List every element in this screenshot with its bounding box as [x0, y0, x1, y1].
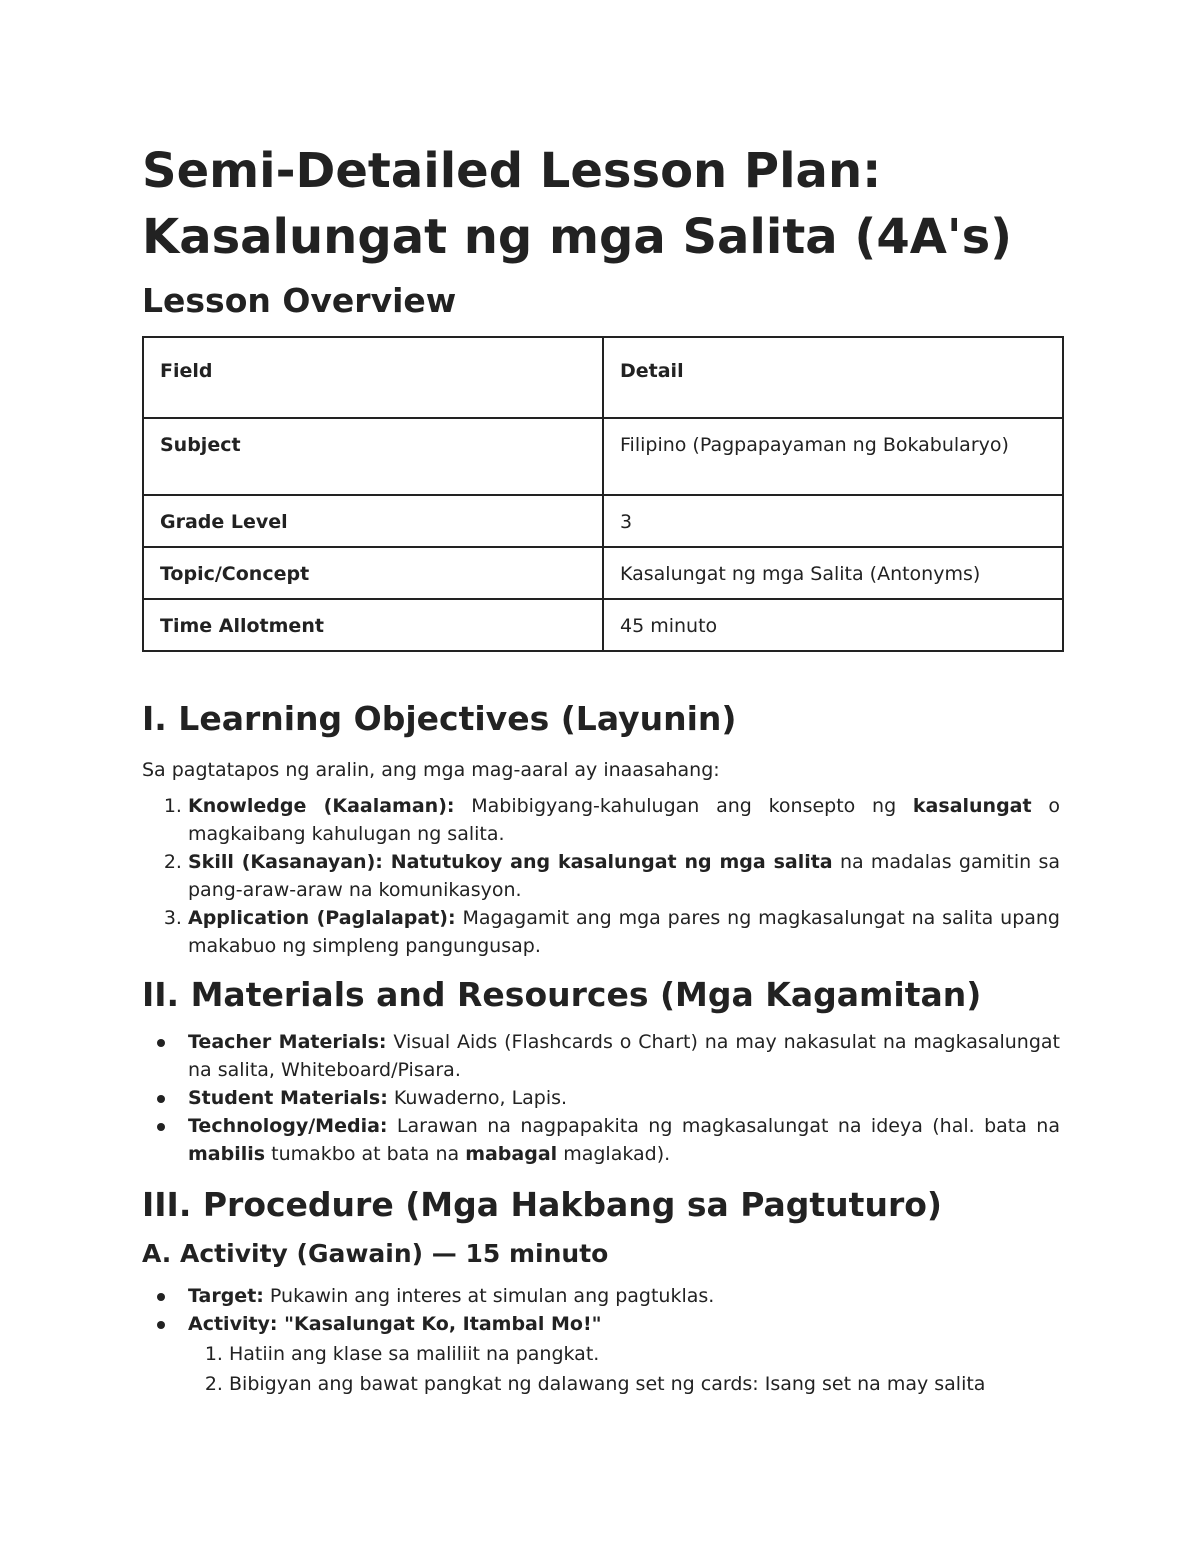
table-cell-detail [603, 418, 1063, 495]
objective-bold: kasalungat [912, 795, 1032, 817]
material-label: Student Materials: [188, 1087, 388, 1109]
material-text: maglakad). [557, 1143, 671, 1165]
table-header-detail: Detail [603, 337, 1063, 418]
objective-text: Mabibigyang-kahulugan ang konsepto ng [454, 795, 913, 817]
list-item [188, 1028, 1060, 1084]
list-item [188, 1282, 1060, 1310]
material-label: Teacher Materials: [188, 1031, 387, 1053]
activity-label: Activity: "Kasalungat Ko, Itambal Mo!" [188, 1313, 602, 1335]
material-text: Visual Aids (Flashcards o Chart) na may nakasulat na magkasalungat na salita, Whiteboard/Pisara. [188, 1031, 1060, 1081]
list-item [188, 1310, 1060, 1398]
material-bold: mabilis [188, 1143, 266, 1165]
table-cell-detail: Kasalungat ng mga Salita (Antonyms) [603, 547, 1063, 599]
table-cell-detail: 45 minuto [603, 599, 1063, 651]
list-item [188, 1112, 1060, 1168]
document-content [142, 138, 1060, 1398]
objective-label: Knowledge (Kaalaman): [188, 795, 455, 817]
list-item [188, 1084, 1060, 1112]
material-bold: mabagal [465, 1143, 558, 1165]
material-label: Technology/Media: [188, 1115, 388, 1137]
materials-list [142, 1028, 1060, 1168]
objective-label: Application (Paglalapat): [188, 907, 456, 929]
subject-detail-text: Filipino (Pagpapayaman ng Bokabularyo) [620, 434, 1009, 456]
activity-heading: A. Activity (Gawain) — 15 minuto [142, 1239, 609, 1268]
table-row [143, 547, 1063, 599]
material-text: Kuwaderno, Lapis. [387, 1087, 568, 1109]
objective-text: o magkaibang kahulugan ng salita. [188, 795, 1060, 845]
objective-label: Skill (Kasanayan): [188, 851, 383, 873]
table-row [143, 495, 1063, 547]
overview-heading: Lesson Overview [142, 281, 457, 320]
objective-bold: Natutukoy ang kasalungat ng mga salita [382, 851, 833, 873]
page-title-line2: Kasalungat ng mga Salita (4A's) [142, 209, 1013, 265]
table-cell-field: Grade Level [143, 495, 603, 547]
activity-steps [188, 1340, 1060, 1398]
procedure-list [142, 1282, 1060, 1398]
table-row [143, 599, 1063, 651]
material-text: tumakbo at bata na [265, 1143, 466, 1165]
list-item [188, 792, 1060, 848]
material-text: Larawan na nagpapakita ng magkasalungat na ideya (hal. bata na [387, 1115, 1060, 1137]
table-cell-field: Subject [143, 418, 603, 495]
objectives-intro: Sa pagtatapos ng aralin, ang mga mag-aaral ay inaasahang: [142, 759, 720, 781]
objectives-list [142, 792, 1060, 960]
overview-table [142, 336, 1064, 652]
table-header-row [143, 337, 1063, 418]
table-row [143, 418, 1063, 495]
objective-text: Magagamit ang mga pares ng magkasalungat na salita upang makabuo ng simpleng pangungusap. [188, 907, 1060, 957]
procedure-heading: III. Procedure (Mga Hakbang sa Pagtuturo) [142, 1185, 942, 1224]
list-item [188, 848, 1060, 904]
list-item [188, 904, 1060, 960]
target-label: Target: [188, 1285, 264, 1307]
page-title-line1: Semi-Detailed Lesson Plan: [142, 143, 882, 199]
table-cell-field: Time Allotment [143, 599, 603, 651]
list-item: 2. Bibigyan ang bawat pangkat ng dalawang set ng cards: Isang set na may salita [229, 1370, 1060, 1398]
target-text: Pukawin ang interes at simulan ang pagtuklas. [263, 1285, 715, 1307]
list-item: 1. Hatiin ang klase sa maliliit na pangkat. [229, 1340, 1060, 1368]
table-cell-field: Topic/Concept [143, 547, 603, 599]
materials-heading: II. Materials and Resources (Mga Kagamitan) [142, 975, 982, 1014]
page-title [142, 138, 1060, 270]
objectives-heading: I. Learning Objectives (Layunin) [142, 699, 737, 738]
table-header-field: Field [143, 337, 603, 418]
table-cell-detail: 3 [603, 495, 1063, 547]
objective-text: na madalas gamitin sa pang-araw-araw na komunikasyon. [188, 851, 1060, 901]
